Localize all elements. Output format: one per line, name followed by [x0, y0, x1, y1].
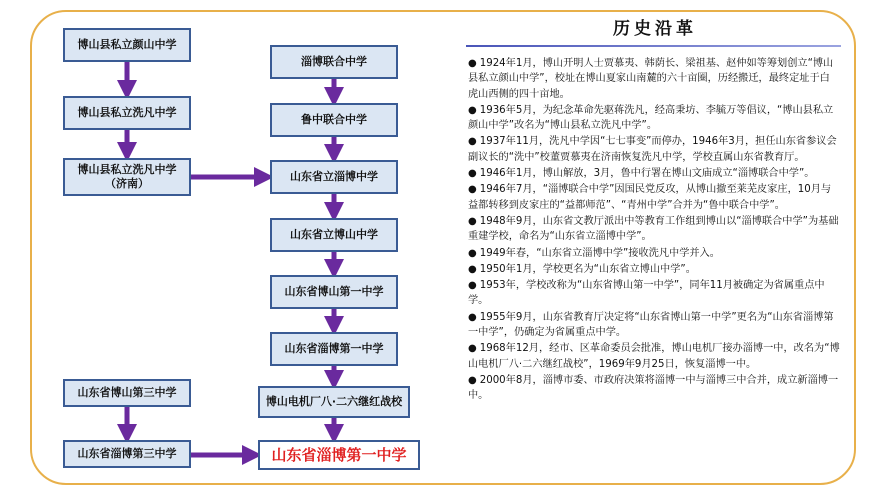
- history-item: [468, 166, 840, 181]
- history-list: [468, 56, 840, 405]
- history-text: 1953年，学校改称为“山东省博山第一中学”，同年11月被确定为省属重点中学。: [468, 280, 825, 307]
- title-underline: [466, 45, 841, 47]
- history-text: 1946年1月，博山解放，3月，鲁中行署在博山文庙成立“淄博联合中学”。: [479, 168, 815, 180]
- node-m8: 山东省淄博第一中学: [258, 440, 420, 470]
- node-n2: 博山县私立洗凡中学: [63, 96, 191, 130]
- node-n4: 山东省博山第三中学: [63, 379, 191, 407]
- history-text: 1968年12月，经市、区革命委员会批准，博山电机厂接办淄博一中，改名为“博山电机厂八·二六继红战校”，1969年9月25日，恢复淄博一中。: [468, 343, 840, 370]
- history-text: 1946年7月，“淄博联合中学”因国民党反攻，从博山撤至莱芜皮家庄，10月与益都转移到皮家庄的“益都师范”、“青州中学”合并为“鲁中联合中学”。: [468, 184, 832, 211]
- bullet-icon: ●: [468, 247, 477, 259]
- bullet-icon: ●: [468, 263, 477, 275]
- bullet-icon: ●: [468, 280, 477, 292]
- node-m6: 山东省淄博第一中学: [270, 332, 398, 366]
- history-item: [468, 262, 840, 277]
- bullet-icon: ●: [468, 58, 477, 69]
- history-text: 1955年9月，山东省教育厅决定将“山东省博山第一中学”更名为“山东省淄博第一中学”，仍确定为省属重点中学。: [468, 311, 834, 339]
- history-item: [468, 246, 840, 261]
- node-m4: 山东省立博山中学: [270, 218, 398, 252]
- node-m5: 山东省博山第一中学: [270, 275, 398, 309]
- history-text: 2000年8月，淄博市委、市政府决策将淄博一中与淄博三中合并，成立新淄博一中。: [468, 374, 839, 402]
- node-n3: 博山县私立洗凡中学 （济南）: [63, 158, 191, 196]
- history-item: [468, 341, 840, 372]
- bullet-icon: ●: [468, 104, 477, 116]
- history-item: [468, 214, 840, 245]
- node-m3: 山东省立淄博中学: [270, 160, 398, 194]
- bullet-icon: ●: [468, 343, 477, 355]
- history-item: [468, 182, 840, 213]
- node-m1: 淄博联合中学: [270, 45, 398, 79]
- history-item: [468, 373, 840, 404]
- history-item: [468, 278, 840, 309]
- node-n5: 山东省淄博第三中学: [63, 440, 191, 468]
- bullet-icon: ●: [468, 374, 477, 386]
- history-text: 1924年1月，博山开明人士贾慕夷、韩荫长、梁祖基、赵仲如等筹划创立“博山县私立颜山中学”，校址在博山夏家山南麓的六十亩圈，历经搬迁，最终定址于白虎山西侧的四十亩地。: [468, 58, 834, 100]
- history-item: [468, 134, 840, 165]
- history-text: 1937年11月，洗凡中学因“七七事变”而停办，1946年3月，担任山东省参议会副议长的“洗中”校董贾慕夷在济南恢复洗凡中学，学校直属山东省教育厅。: [468, 136, 837, 163]
- bullet-icon: ●: [468, 168, 477, 180]
- history-text: 1950年1月，学校更名为“山东省立博山中学”。: [479, 263, 696, 275]
- history-title: 历史沿革: [613, 19, 697, 39]
- history-text: 1936年5月，为纪念革命先驱蒋洗凡，经高秉坊、李毓万等倡议，“博山县私立颜山中学”改名为“博山县私立洗凡中学”。: [468, 104, 834, 132]
- node-m2: 鲁中联合中学: [270, 103, 398, 137]
- node-m7: 博山电机厂八·二六继红战校: [258, 386, 410, 418]
- bullet-icon: ●: [468, 311, 477, 323]
- history-item: [468, 56, 840, 102]
- node-n1: 博山县私立颜山中学: [63, 28, 191, 62]
- bullet-icon: ●: [468, 136, 477, 148]
- history-text: 1949年春，“山东省立淄博中学”接收洗凡中学并入。: [479, 247, 720, 259]
- history-item: [468, 310, 840, 341]
- history-item: [468, 103, 840, 134]
- history-text: 1948年9月，山东省文教厅派出中等教育工作组到博山以“淄博联合中学”为基础重建学校，命名为“山东省立淄博中学”。: [468, 215, 839, 243]
- bullet-icon: ●: [468, 184, 477, 196]
- bullet-icon: ●: [468, 215, 477, 227]
